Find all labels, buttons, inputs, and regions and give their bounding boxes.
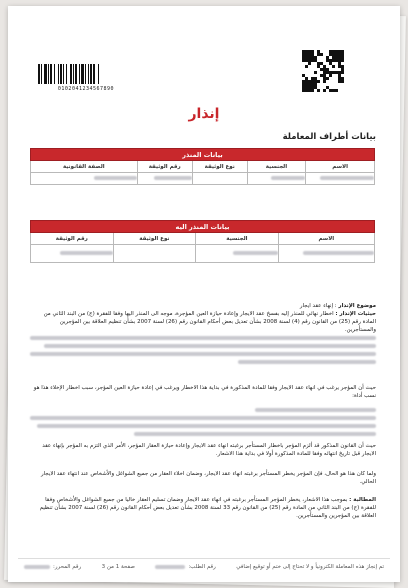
barcode	[38, 64, 134, 92]
demands-block	[30, 496, 376, 520]
warner-value-legal-capacity	[31, 173, 138, 185]
redacted-line	[30, 414, 376, 422]
section-title: بيانات أطراف المعاملة	[282, 132, 376, 142]
warned-value-doc-type	[113, 245, 196, 263]
warner-header-doc-type: نوع الوثيقة	[192, 161, 247, 173]
warned-value-doc-number	[31, 245, 114, 263]
barcode-number: 0102041234567890	[57, 86, 115, 92]
warner-table-caption: بيانات المنذر	[31, 149, 375, 161]
redacted-text	[60, 251, 113, 255]
paragraph-3-text: حيث أن القانون المذكور قد ألزم المؤجر باخطار المستأجر برغبته انهاء عقد الايجار وإعادة حيازة العقار المؤجر، الأمر الذي التزم به المؤجر بإنهاء عقد الايجار قبل تاريخ انتهائه وفقا للمادة المذكورة أولا في بداية هذا الاشعار.	[42, 443, 376, 457]
demands-text: بموجب هذا الاشعار، يخطر المؤجر المستأجر برغبته في انهاء عقد الايجار وضمان تسليم العقار خاليا من جميع الشواغل والأشخاص وفقا للفقرة (ج) من البند الثاني من المادة رقم (25) من القانون رقم 33 لسنة 2008 بشأن تعديل بعض أحكام القانون رقم (26) لسنة 2007 بشأن تنظيم العلاقة بين المؤجرين والمستأجرين.	[39, 497, 376, 519]
redacted-line	[30, 406, 376, 414]
warned-value-nationality	[196, 245, 279, 263]
paragraph-3	[30, 442, 376, 458]
paragraph-2-text: حيث أن المؤجر يرغب في انهاء عقد الايجار وفقا للمادة المذكورة في بداية هذا الاخطار ويرغب في إعادة حيازة العين المؤجر، سبب اخطار الإخلاء هذا هو نسب أداة:	[33, 385, 376, 399]
footer-request-label: رقم الطلب:	[188, 563, 216, 570]
redacted-text	[155, 565, 185, 569]
reasons-label: حيثيات الإنذار :	[335, 311, 376, 317]
document-page	[8, 6, 400, 582]
redacted-text	[154, 176, 192, 180]
redacted-line	[30, 334, 376, 342]
barcode-bars	[38, 64, 134, 84]
reasons-text: اخطار نهائي للمنذر إليه بفسخ عقد الايجار وإعادة حيازة العين المؤجرة، موجه الى المنذر اليها وفقا للفقرة (ج) من البند الثاني من المادة رقم (25) من القانون رقم (4) لسنة 2008 بشأن تعديل بعض أحكام القانون رقم (26) لسنة 2007 بشأن تنظيم العلاقة بين المؤجرين والمستأجرين.	[43, 311, 376, 333]
warner-value-name	[306, 173, 375, 185]
document-title: إنذار	[188, 106, 220, 122]
qr-code	[302, 50, 344, 92]
warned-table-caption: بيانات المنذر اليه	[31, 221, 375, 233]
warner-header-legal-capacity: الصفة القانونية	[31, 161, 138, 173]
warner-value-doc-number	[137, 173, 192, 185]
redacted-block	[30, 406, 376, 438]
footer-note: تم إنجاز هذه المعاملة الكترونياً و لا تحتاج إلى ختم أو توقيع إضافي	[236, 563, 384, 570]
redacted-line	[30, 422, 376, 430]
warner-table	[30, 148, 375, 185]
redacted-text	[24, 565, 50, 569]
warned-header-doc-type: نوع الوثيقة	[113, 233, 196, 245]
warned-value-name	[278, 245, 374, 263]
redacted-line	[30, 430, 376, 438]
footer-note-group	[236, 564, 384, 570]
warner-header-name: الاسم	[306, 161, 375, 173]
redacted-line	[30, 358, 376, 366]
redacted-text	[233, 251, 278, 255]
footer-page-text: صفحة 1 من 3	[101, 563, 135, 570]
footer-editor-label: رقم المحرر:	[53, 563, 82, 570]
footer-editor-group	[24, 564, 81, 570]
footer-request-group	[155, 564, 215, 570]
subject-label: موضوع الإنذار	[338, 303, 376, 309]
warned-header-doc-number: رقم الوثيقة	[31, 233, 114, 245]
redacted-line	[30, 350, 376, 358]
warned-table	[30, 220, 375, 263]
redacted-text	[320, 176, 374, 180]
subject-value: : إنهاء عقد ايجار	[299, 303, 337, 309]
subject-block	[30, 302, 376, 366]
redacted-text	[271, 176, 305, 180]
redacted-text	[94, 176, 136, 180]
demands-label: المطالبة :	[349, 497, 376, 503]
warned-header-name: الاسم	[278, 233, 374, 245]
warned-header-nationality: الجنسية	[196, 233, 279, 245]
warner-header-nationality: الجنسية	[247, 161, 305, 173]
paragraph-4	[30, 470, 376, 486]
warner-value-nationality	[247, 173, 305, 185]
paragraph-2	[30, 384, 376, 400]
redacted-line	[30, 342, 376, 350]
warner-header-doc-number: رقم الوثيقة	[137, 161, 192, 173]
page-footer	[18, 558, 390, 574]
redacted-text	[303, 251, 374, 255]
footer-page-group	[102, 564, 135, 570]
warner-value-doc-type	[192, 173, 247, 185]
paragraph-4-text: ولما كان هذا هو الحال، فإن المؤجر يخطر المستأجر برغبته انهاء عقد الايجار، وضمان اخلاء العقار من جميع الشواغل والأشخاص عند انتهاء عقد الايجار الحالي.	[40, 471, 376, 485]
